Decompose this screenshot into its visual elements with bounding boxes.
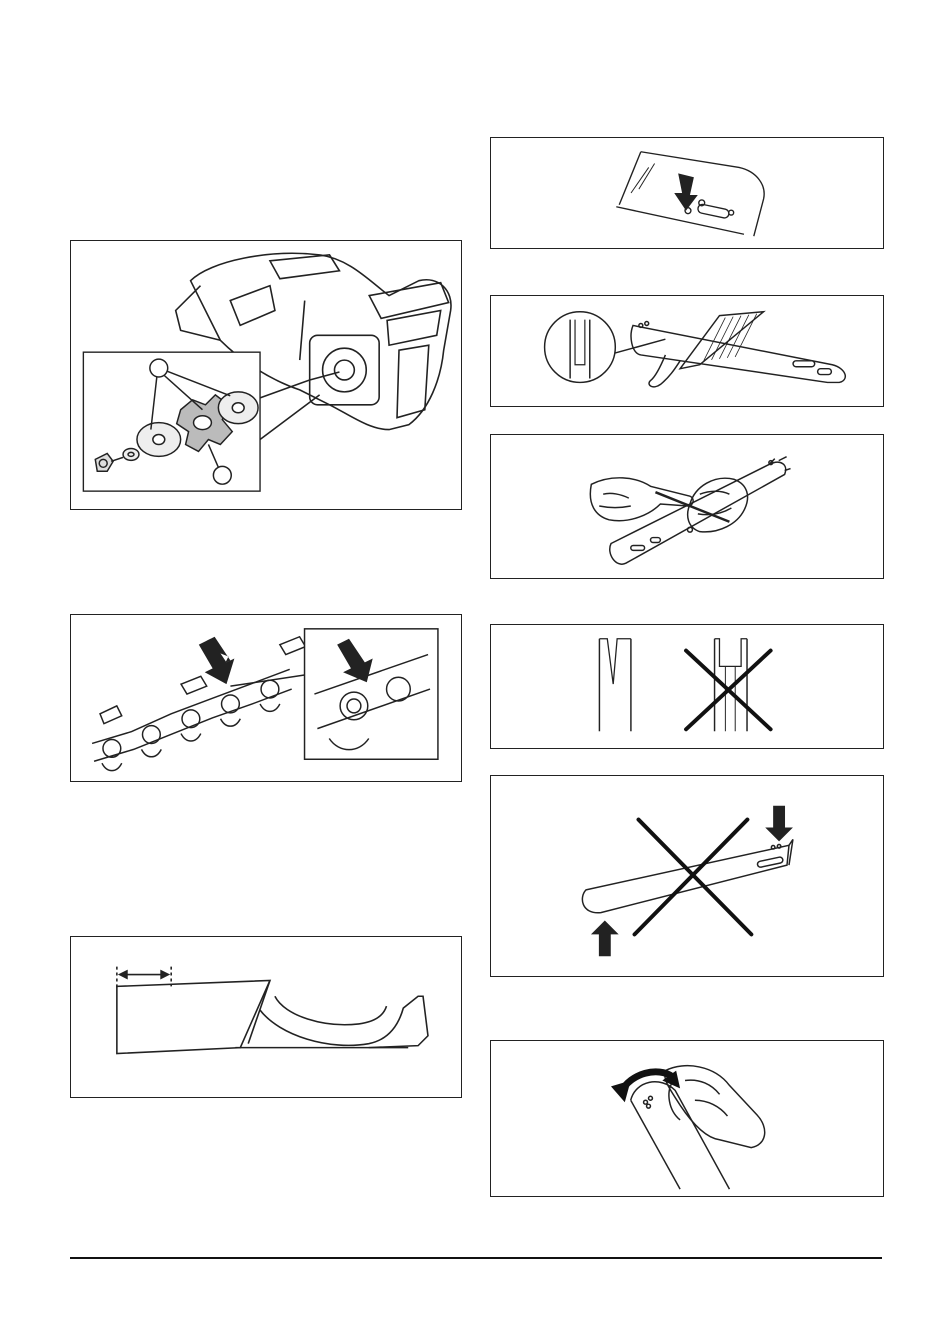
bent-bar-crossed-icon — [491, 776, 883, 976]
chain-drive-link-arrow-icon — [71, 615, 461, 781]
figure-depth-gauge-setting — [70, 936, 462, 1098]
figure-bar-groove-file — [490, 295, 884, 407]
cutter-depth-gauge-icon — [71, 937, 461, 1097]
bar-tip-rotate-icon — [491, 1041, 883, 1196]
figure-sprocket-assembly — [70, 240, 462, 510]
figure-chain-drive-link — [70, 614, 462, 782]
figure-bar-tip-sprocket-rotation — [490, 1040, 884, 1197]
bar-groove-flat-file-icon — [491, 296, 883, 406]
figure-bar-rail-filing — [490, 434, 884, 579]
hands-filing-bar-icon — [491, 435, 883, 578]
figure-bar-lubrication-hole — [490, 137, 884, 249]
groove-correct-incorrect-icon — [491, 625, 883, 748]
figure-groove-wear-comparison — [490, 624, 884, 749]
figure-bar-straightness-check — [490, 775, 884, 977]
chainsaw-sprocket-exploded-icon — [71, 241, 461, 509]
footer-rule — [70, 1257, 882, 1259]
bar-oil-hole-arrow-icon — [491, 138, 883, 248]
